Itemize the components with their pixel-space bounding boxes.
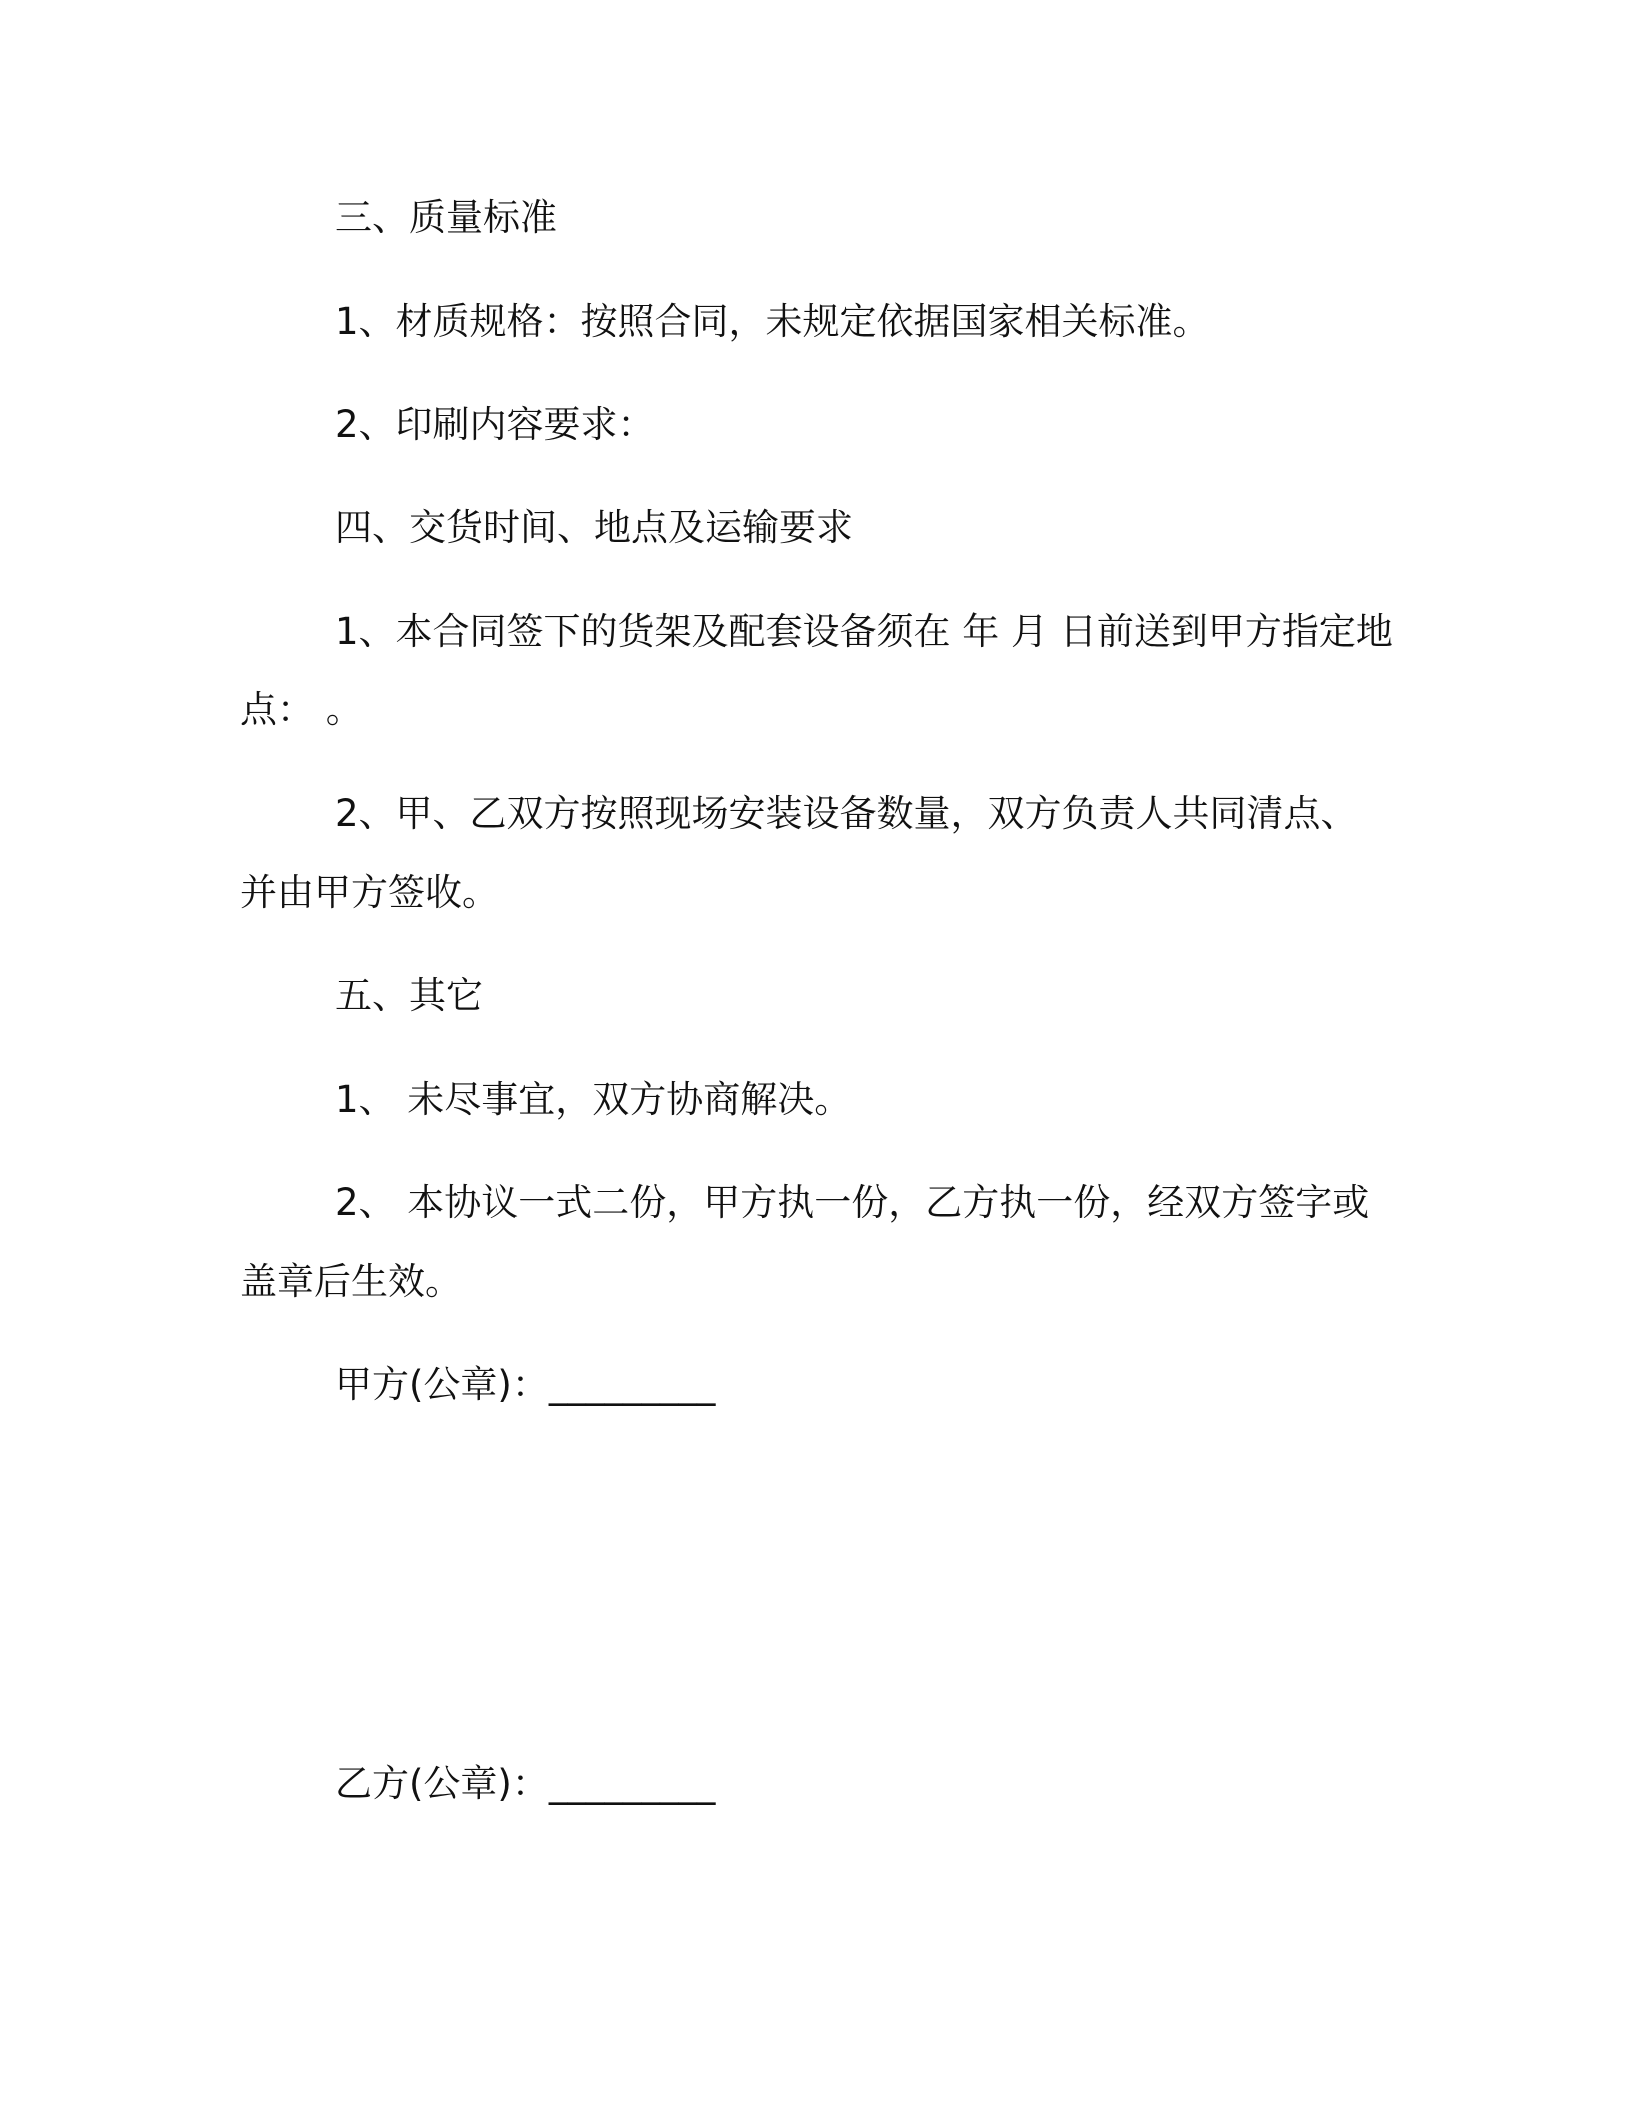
section-3-item-1: 1、材质规格：按照合同，未规定依据国家相关标准。 <box>335 300 1210 343</box>
section-4-item-1-line-2: 点： 。 <box>240 688 363 731</box>
section-3-heading: 三、质量标准 <box>335 196 557 239</box>
section-5-heading: 五、其它 <box>335 974 483 1017</box>
section-4-heading: 四、交货时间、地点及运输要求 <box>335 506 853 549</box>
section-5-item-1: 1、 未尽事宜，双方协商解决。 <box>335 1078 852 1121</box>
party-b-signature: 乙方(公章)：_________ <box>335 1762 716 1805</box>
section-5-item-2-line-1: 2、 本协议一式二份，甲方执一份，乙方执一份，经双方签字或 <box>335 1181 1370 1224</box>
section-4-item-2-line-2: 并由甲方签收。 <box>240 871 499 914</box>
section-3-item-2: 2、印刷内容要求： <box>335 403 655 446</box>
section-4-item-2-line-1: 2、甲、乙双方按照现场安装设备数量，双方负责人共同清点、 <box>335 792 1358 835</box>
section-5-item-2-line-2: 盖章后生效。 <box>240 1260 462 1303</box>
party-a-signature: 甲方(公章)：_________ <box>335 1363 716 1406</box>
section-4-item-1-line-1: 1、本合同签下的货架及配套设备须在 年 月 日前送到甲方指定地 <box>335 610 1393 653</box>
